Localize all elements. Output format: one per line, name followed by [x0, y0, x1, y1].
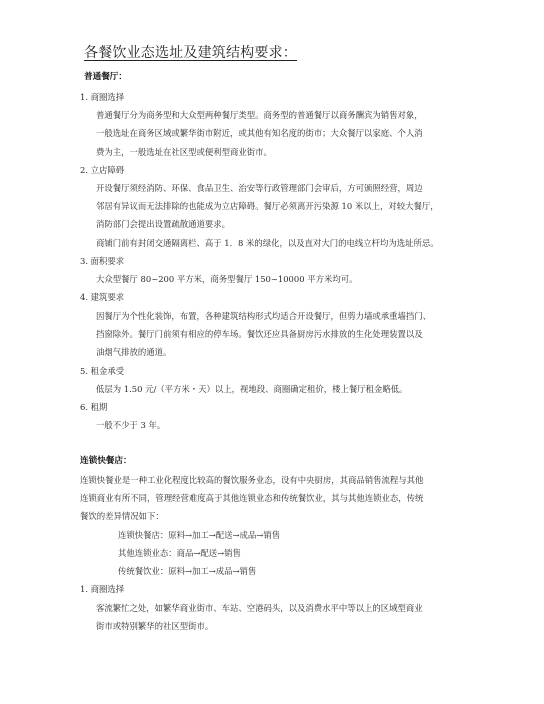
paragraph-line: 大众型餐厅 80~200 平方米，商务型餐厅 150~10000 平方米均可。 — [96, 274, 358, 284]
section-heading-fastfood: 连锁快餐店： — [80, 456, 132, 466]
list-item: 5. 租金承受 — [80, 366, 125, 376]
flow-line: 传统餐饮业：原料→加工→成品→销售 — [118, 566, 257, 576]
section-heading-restaurant: 普通餐厅： — [84, 72, 127, 82]
list-item: 3. 面积要求 — [80, 256, 125, 266]
paragraph-line: 因餐厅为个性化装饰，布置，各种建筑结构形式均适合开设餐厅，但剪力墙或承重墙挡门、 — [96, 311, 431, 321]
list-item: 1. 商圈选择 — [80, 584, 125, 594]
list-item: 1. 商圈选择 — [80, 92, 125, 102]
paragraph-line: 邻居有异议而无法排除的也能成为立店障碍。餐厅必须离开污染源 10 米以上，对较大餐厅， — [96, 201, 439, 211]
paragraph-line: 一般不少于 3 年。 — [96, 420, 166, 430]
paragraph-line: 普通餐厅分为商务型和大众型两种餐厅类型。商务型的普通餐厅以商务酬宾为销售对象， — [96, 110, 423, 120]
paragraph-line: 一般选址在商务区域或繁华街市附近，或其他有知名度的街市；大众餐厅以家庭、个人消 — [96, 128, 423, 138]
paragraph-line: 费为主，一般选址在社区型或便利型商业街市。 — [96, 147, 272, 157]
paragraph-line: 商铺门前有封闭交通隔离栏、高于 1．8 米的绿化，以及直对大门的电线立杆均为选址所忌。 — [96, 238, 439, 248]
paragraph-line: 挡窗除外。餐厅门前须有相应的停车场。餐饮还应具备厨房污水排放的生化处理装置以及 — [96, 329, 423, 339]
paragraph-line: 连锁快餐业是一种工业化程度比较高的餐饮服务业态，设有中央厨房，其商品销售流程与其他 — [80, 475, 424, 485]
paragraph-line: 消防部门会提出设置疏散通道要求。 — [96, 219, 230, 229]
paragraph-line: 街市或特别繁华的社区型街市。 — [96, 621, 214, 631]
paragraph-line: 低层为 1.50 元/（平方米・天）以上，视地段、商圈确定租价，楼上餐厅租金略低。 — [96, 384, 408, 394]
flow-line: 其他连锁业态：商品→配送→销售 — [118, 548, 241, 558]
paragraph-line: 客流繁忙之处，如繁华商业街市、车站、空港码头，以及消费水平中等以上的区域型商业 — [96, 603, 423, 613]
page-title: 各餐饮业态选址及建筑结构要求： — [84, 45, 297, 61]
list-item: 4. 建筑要求 — [80, 292, 125, 302]
paragraph-line: 油烟气排放的通道。 — [96, 347, 172, 357]
paragraph-line: 开设餐厅须经消防、环保、食品卫生、治安等行政管理部门会审后，方可颁照经营，周边 — [96, 183, 423, 193]
flow-line: 连锁快餐店：原料→加工→配送→成品→销售 — [118, 530, 281, 540]
list-item: 2. 立店障碍 — [80, 165, 125, 175]
paragraph-line: 连锁商业有所不同，管理经营难度高于其他连锁业态和传统餐饮业，其与其他连锁业态，传统 — [80, 493, 424, 503]
list-item: 6. 租期 — [80, 402, 108, 412]
paragraph-line: 餐饮的差异情况如下： — [80, 511, 164, 521]
